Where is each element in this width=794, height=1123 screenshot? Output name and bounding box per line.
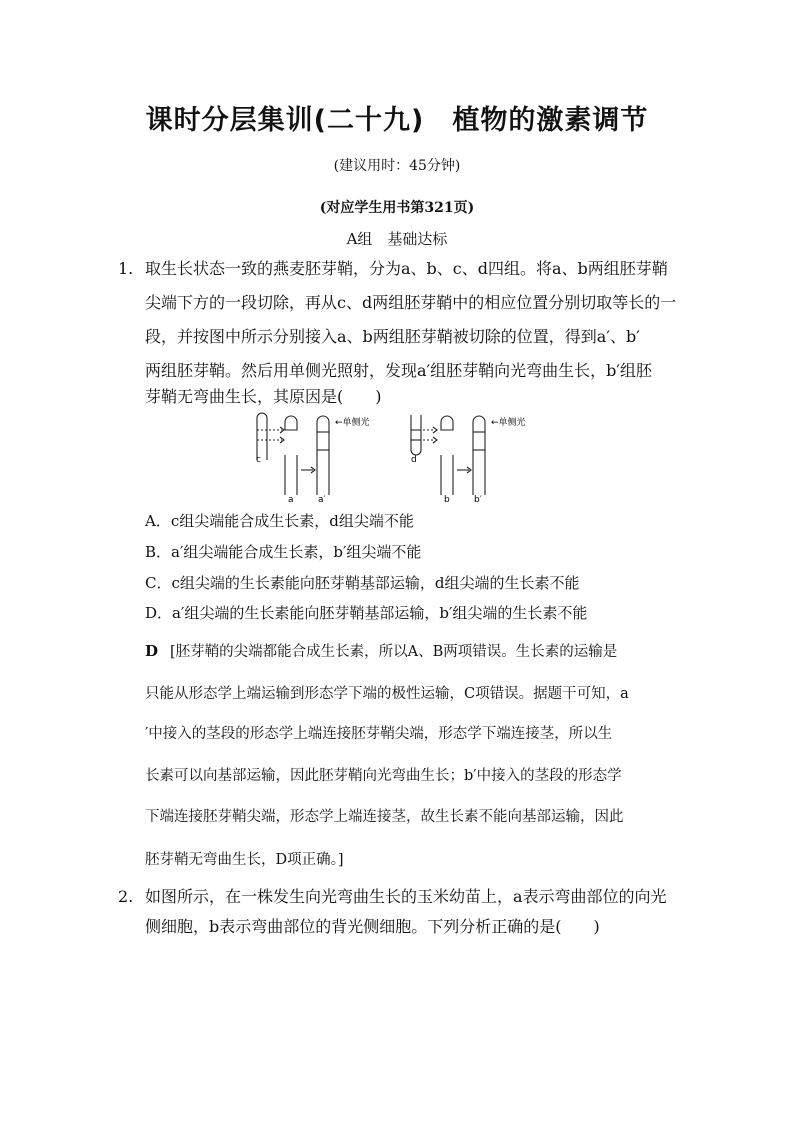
cut-tip-piece	[441, 416, 453, 430]
answer-letter: D	[145, 642, 159, 660]
page-title	[0, 98, 794, 137]
explanation-line: 长素可以向基部运输，因此胚芽鞘向光弯曲生长；b′中接入的茎段的形态学	[145, 768, 622, 784]
question-2-line: 如图所示，在一株发生向光弯曲生长的玉米幼苗上，a表示弯曲部位的向光	[145, 887, 667, 906]
explanation-line: 只能从形态学上端运输到形态学下端的极性运输，C项错误。据题干可知，a	[145, 686, 629, 702]
book-reference: (对应学生用书第321页)	[319, 200, 475, 216]
light-label-2: ←单侧光	[491, 418, 526, 428]
label-b-prime: b′	[474, 495, 482, 502]
option-d: D．a′组尖端的生长素能向胚芽鞘基部运输，b′组尖端的生长素不能	[145, 604, 588, 622]
option-c: C．c组尖端的生长素能向胚芽鞘基部运输，d组尖端的生长素不能	[145, 574, 580, 592]
question-1-number: 1.	[118, 259, 134, 278]
label-a: a	[288, 495, 294, 502]
option-b: B．a′组尖端能合成生长素，b′组尖端不能	[145, 543, 422, 561]
coleoptile-b-stem	[441, 455, 453, 495]
cut-tip-piece	[285, 416, 297, 430]
group-heading: A组 基础达标	[346, 230, 448, 248]
question-2-number: 2.	[118, 887, 134, 906]
question-1-line: 尖端下方的一段切除，再从c、d两组胚芽鞘中的相应位置分别切取等长的一	[145, 293, 677, 312]
label-a-prime: a′	[318, 495, 326, 502]
label-d: d	[411, 455, 417, 465]
title-right: 植物的激素调节	[452, 105, 649, 136]
coleoptile-figure	[245, 410, 555, 502]
label-c: c	[256, 455, 261, 465]
label-b: b	[444, 495, 450, 502]
coleoptile-a-stem	[285, 455, 297, 495]
explanation-line: 下端连接胚芽鞘尖端，形态学上端连接茎，故生长素不能向基部运输，因此	[145, 809, 624, 825]
question-1-line: 芽鞘无弯曲生长，其原因是( )	[145, 387, 382, 406]
explanation-line: 胚芽鞘无弯曲生长，D项正确。]	[145, 852, 344, 868]
light-label-1: ←单侧光	[335, 418, 370, 428]
title-left: 课时分层集训(二十九)	[145, 105, 425, 136]
question-1-line: 段，并按图中所示分别接入a、b两组胚芽鞘被切除的位置，得到a′、b′	[145, 327, 640, 346]
explanation-line: ′中接入的茎段的形态学上端连接胚芽鞘尖端，形态学下端连接茎，所以生	[145, 726, 613, 742]
coleoptile-b-prime	[473, 416, 485, 495]
question-2-line: 侧细胞，b表示弯曲部位的背光侧细胞。下列分析正确的是( )	[145, 917, 600, 936]
question-1-line: 两组胚芽鞘。然后用单侧光照射，发现a′组胚芽鞘向光弯曲生长，b′组胚	[145, 361, 653, 380]
option-a: A．c组尖端能合成生长素，d组尖端不能	[145, 512, 414, 530]
question-1-line: 取生长状态一致的燕麦胚芽鞘，分为a、b、c、d四组。将a、b两组胚芽鞘	[145, 259, 668, 278]
coleoptile-a-prime	[317, 416, 329, 495]
explanation-line: [胚芽鞘的尖端都能合成生长素，所以A、B两项错误。生长素的运输是	[170, 644, 618, 660]
coleoptile-d-tip	[411, 415, 421, 455]
coleoptile-c-tip	[257, 413, 267, 430]
suggested-time: (建议用时：45分钟)	[333, 158, 461, 174]
